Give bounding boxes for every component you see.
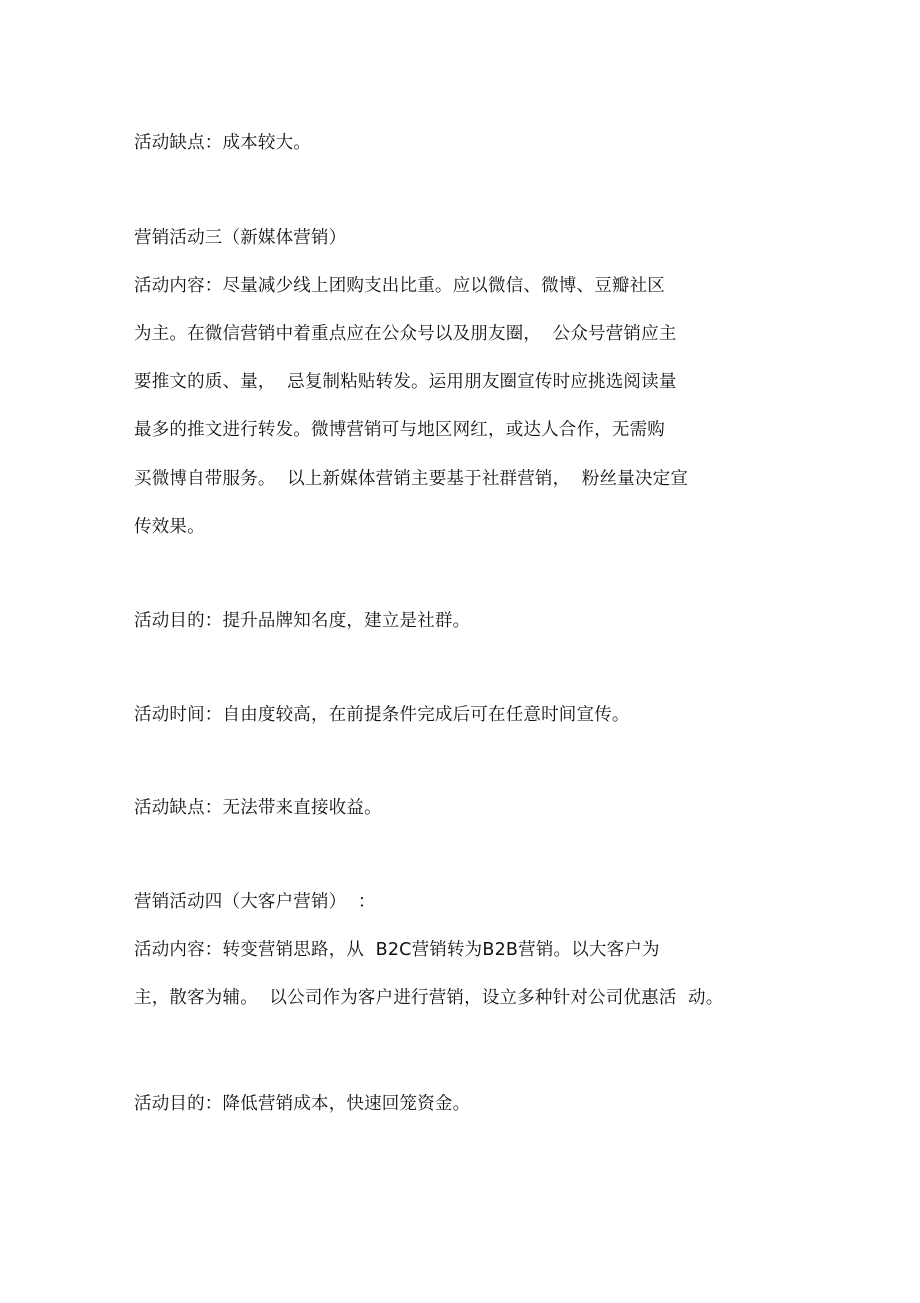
text-line: 为主。在微信营销中着重点应在公众号以及朋友圈， 公众号营销应主 [134,324,677,344]
text-line: 最多的推文进行转发。微博营销可与地区网红，或达人合作，无需购 [134,420,665,440]
text-line: 买微博自带服务。 以上新媒体营销主要基于社群营销， 粉丝量决定宣 [134,469,689,489]
text-line: 活动目的：提升品牌知名度，建立是社群。 [134,611,471,631]
text-line: 活动缺点：无法带来直接收益。 [134,798,382,818]
text-line: 活动缺点：成本较大。 [134,133,311,153]
text-line: 活动目的：降低营销成本，快速回笼资金。 [134,1094,471,1114]
text-line: 主，散客为辅。 以公司作为客户进行营销，设立多种针对公司优惠活 动。 [134,988,724,1008]
text-line: 活动内容：尽量减少线上团购支出比重。应以微信、微博、豆瓣社区 [134,276,665,296]
text-line: 活动内容：转变营销思路，从 B2C营销转为B2B营销。以大客户为 [134,940,660,960]
text-line: 传效果。 [134,517,205,537]
text-line: 活动时间：自由度较高，在前提条件完成后可在任意时间宣传。 [134,705,630,725]
section-heading: 营销活动三（新媒体营销） [134,228,347,248]
section-heading: 营销活动四（大客户营销） ： [134,892,376,912]
text-line: 要推文的质、量， 忌复制粘贴转发。运用朋友圈宣传时应挑选阅读量 [134,372,677,392]
